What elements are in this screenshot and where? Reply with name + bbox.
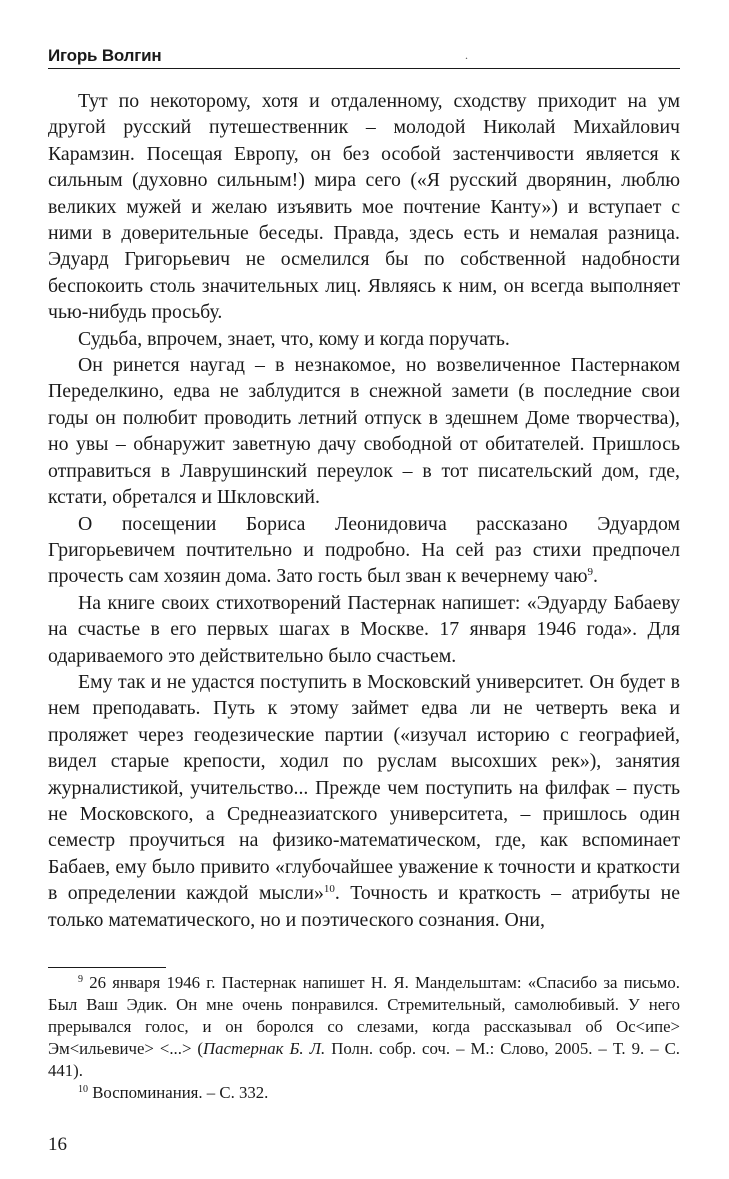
author-name: Игорь Волгин: [48, 46, 162, 65]
footnote: $^9$ 26 января 1946 г. Пастернак напишет Н. Я. Мандельштам: «Спасибо за письмо. Был Ваш Эдик. Он мне очень понравился. Стремительный, самолюбивый. У него прерывался голос, и он боролся со слезами, когда рассказывал об Ос<ипе> Эм<ильевиче> <...> (Пастернак Б. Л. Полн. собр. соч. – М.: Слово, 2005. – Т. 9. – С. 441).: [48, 973, 680, 1080]
footnotes: [48, 972, 680, 1104]
main-text: [48, 88, 680, 933]
paragraph: Судьба, впрочем, знает, что, кому и когда поручать.: [78, 327, 510, 350]
footnote-number: 9: [78, 974, 83, 985]
paragraph: На книге своих стихотворений Пастернак напишет: «Эдуарду Бабаеву на счастье в его первых шагах в Москве. 17 января 1946 года». Для одариваемого это действительно было счастьем.: [48, 591, 680, 667]
paragraph: Ему так и не удастся поступить в Московский университет. Он будет в нем преподавать. Путь к этому займет едва ли не четверть века и проляжет через геодезические партии («изучал историю с географией, видел старые крепости, ходил по руслам высохших рек»), занятия журналистикой, учительство... Прежде чем поступить на филфак – пусть не Московского, а Среднеазиатского университета, – пришлось один семестр проучиться на физико-математическом, где, как вспоминает Бабаев, ему было привито «глубочайшее уважение к точности и краткости в определении каждой мысли»$^{10}$. Точность и краткость – атрибуты не только математического, но и поэтического сознания. Они,: [48, 670, 680, 931]
paragraph: Он ринется наугад – в незнакомое, но возвеличенное Пастернаком Переделкино, едва не заблудится в снежной замети (в последние свои годы он полюбит проводить летний отпуск в здешнем Доме творчества), но увы – обнаружит заветную дачу свободной от обитателей. Пришлось отправиться в Лаврушинский переулок – в тот писательский дом, где, кстати, обретался и Шкловский.: [48, 354, 680, 509]
footnote-italic: Пастернак Б. Л.: [203, 1039, 326, 1058]
footnote-ref[interactable]: 9: [587, 566, 594, 579]
header-mark: .: [465, 48, 468, 62]
footnote-divider: [48, 967, 166, 968]
footnote-ref[interactable]: 10: [323, 883, 335, 896]
paragraph: Тут по некоторому, хотя и отдаленному, сходству приходит на ум другой русский путешественник – молодой Николай Михайлович Карамзин. Посещая Европу, он без особой застенчивости является к сильным (духовно сильным!) мира сего («Я русский дворянин, люблю великих мужей и желаю изъявить мое почтение Канту») и вступает с ними в доверительные беседы. Правда, здесь есть и немалая разница. Эдуард Григорьевич не осмелился бы по собственной надобности беспокоить столь значительных лиц. Являясь к ним, он всегда выполняет чью-нибудь просьбу.: [48, 90, 680, 324]
paragraph: О посещении Бориса Леонидовича рассказано Эдуардом Григорьевичем почтительно и подробно. На сей раз стихи предпочел прочесть сам хозяин дома. Зато гость был зван к вечернему чаю$^9$.: [48, 512, 680, 588]
running-header: [48, 44, 680, 69]
footnote: $^{10}$ Воспоминания. – С. 332.: [78, 1083, 269, 1102]
page-number: 16: [48, 1134, 67, 1155]
footnote-number: 10: [78, 1084, 88, 1095]
